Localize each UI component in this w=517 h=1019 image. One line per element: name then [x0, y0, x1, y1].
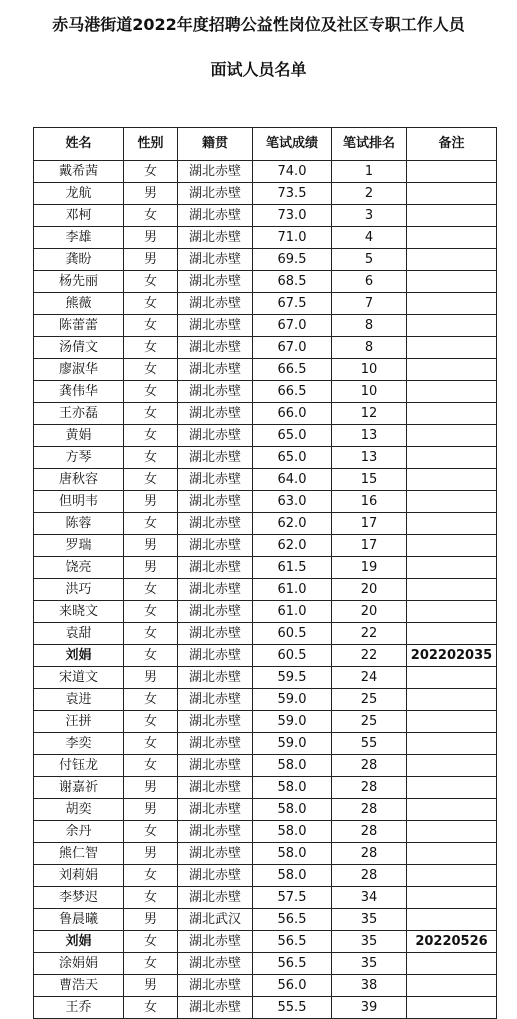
cell-note	[407, 359, 497, 381]
cell-name: 刘莉娟	[34, 865, 124, 887]
cell-gender: 女	[124, 931, 178, 953]
cell-note	[407, 513, 497, 535]
cell-origin: 湖北赤壁	[178, 865, 253, 887]
cell-name: 袁甜	[34, 623, 124, 645]
cell-origin: 湖北赤壁	[178, 469, 253, 491]
cell-origin: 湖北赤壁	[178, 161, 253, 183]
cell-score: 58.0	[253, 843, 332, 865]
table-row	[34, 183, 497, 205]
table-row	[34, 403, 497, 425]
cell-name: 宋道文	[34, 667, 124, 689]
cell-name: 杨先丽	[34, 271, 124, 293]
cell-gender: 男	[124, 535, 178, 557]
table-row	[34, 975, 497, 997]
cell-name: 黄娟	[34, 425, 124, 447]
cell-rank: 8	[332, 315, 407, 337]
cell-origin: 湖北赤壁	[178, 821, 253, 843]
cell-rank: 35	[332, 953, 407, 975]
cell-name: 戴希茜	[34, 161, 124, 183]
table-row	[34, 315, 497, 337]
cell-gender: 男	[124, 557, 178, 579]
cell-score: 58.0	[253, 865, 332, 887]
cell-note	[407, 667, 497, 689]
cell-origin: 湖北赤壁	[178, 579, 253, 601]
cell-origin: 湖北赤壁	[178, 535, 253, 557]
cell-score: 66.0	[253, 403, 332, 425]
cell-note	[407, 183, 497, 205]
cell-score: 66.5	[253, 381, 332, 403]
cell-gender: 男	[124, 975, 178, 997]
cell-rank: 24	[332, 667, 407, 689]
cell-name: 来晓文	[34, 601, 124, 623]
header-gender: 性别	[124, 128, 178, 161]
cell-rank: 10	[332, 381, 407, 403]
cell-name: 付钰龙	[34, 755, 124, 777]
cell-origin: 湖北赤壁	[178, 997, 253, 1019]
cell-note	[407, 843, 497, 865]
cell-rank: 28	[332, 865, 407, 887]
cell-rank: 25	[332, 711, 407, 733]
cell-note	[407, 535, 497, 557]
table-row	[34, 623, 497, 645]
cell-rank: 28	[332, 777, 407, 799]
cell-note: 202202035	[407, 645, 497, 667]
cell-score: 65.0	[253, 425, 332, 447]
cell-name: 陈蓉	[34, 513, 124, 535]
cell-origin: 湖北赤壁	[178, 205, 253, 227]
cell-origin: 湖北赤壁	[178, 271, 253, 293]
cell-score: 59.0	[253, 733, 332, 755]
cell-origin: 湖北赤壁	[178, 645, 253, 667]
table-row	[34, 205, 497, 227]
cell-note	[407, 909, 497, 931]
document-title: 赤马港街道2022年度招聘公益性岗位及社区专职工作人员	[52, 15, 465, 34]
cell-name: 涂娟娟	[34, 953, 124, 975]
cell-score: 56.5	[253, 909, 332, 931]
cell-gender: 女	[124, 447, 178, 469]
cell-name: 李梦迟	[34, 887, 124, 909]
cell-rank: 55	[332, 733, 407, 755]
cell-note	[407, 337, 497, 359]
cell-name: 刘娟	[34, 645, 124, 667]
table-row	[34, 733, 497, 755]
table-row	[34, 821, 497, 843]
cell-score: 62.0	[253, 535, 332, 557]
cell-note	[407, 557, 497, 579]
table-row	[34, 249, 497, 271]
cell-note	[407, 469, 497, 491]
header-origin: 籍贯	[178, 128, 253, 161]
cell-origin: 湖北赤壁	[178, 689, 253, 711]
cell-gender: 女	[124, 579, 178, 601]
cell-rank: 20	[332, 579, 407, 601]
cell-rank: 39	[332, 997, 407, 1019]
cell-note	[407, 997, 497, 1019]
cell-origin: 湖北赤壁	[178, 601, 253, 623]
cell-gender: 男	[124, 777, 178, 799]
cell-gender: 女	[124, 601, 178, 623]
cell-origin: 湖北赤壁	[178, 557, 253, 579]
cell-score: 58.0	[253, 755, 332, 777]
cell-origin: 湖北赤壁	[178, 337, 253, 359]
table-row	[34, 689, 497, 711]
header-score: 笔试成绩	[253, 128, 332, 161]
cell-name: 袁进	[34, 689, 124, 711]
cell-score: 58.0	[253, 821, 332, 843]
cell-note	[407, 381, 497, 403]
cell-gender: 女	[124, 271, 178, 293]
cell-score: 57.5	[253, 887, 332, 909]
cell-name: 汪拼	[34, 711, 124, 733]
cell-gender: 男	[124, 667, 178, 689]
cell-note	[407, 711, 497, 733]
table-row	[34, 953, 497, 975]
cell-origin: 湖北赤壁	[178, 887, 253, 909]
cell-rank: 17	[332, 535, 407, 557]
cell-note	[407, 623, 497, 645]
cell-origin: 湖北赤壁	[178, 381, 253, 403]
table-row	[34, 909, 497, 931]
cell-gender: 女	[124, 205, 178, 227]
cell-note	[407, 579, 497, 601]
cell-gender: 女	[124, 755, 178, 777]
cell-gender: 女	[124, 711, 178, 733]
cell-origin: 湖北赤壁	[178, 975, 253, 997]
cell-origin: 湖北赤壁	[178, 777, 253, 799]
cell-score: 61.0	[253, 601, 332, 623]
cell-note	[407, 491, 497, 513]
cell-gender: 女	[124, 293, 178, 315]
cell-origin: 湖北赤壁	[178, 403, 253, 425]
cell-name: 熊仁智	[34, 843, 124, 865]
cell-rank: 28	[332, 799, 407, 821]
cell-name: 饶亮	[34, 557, 124, 579]
cell-score: 67.0	[253, 315, 332, 337]
cell-origin: 湖北赤壁	[178, 513, 253, 535]
cell-note	[407, 425, 497, 447]
cell-note	[407, 755, 497, 777]
cell-gender: 女	[124, 997, 178, 1019]
cell-name: 方琴	[34, 447, 124, 469]
cell-origin: 湖北赤壁	[178, 755, 253, 777]
cell-gender: 女	[124, 865, 178, 887]
cell-origin: 湖北赤壁	[178, 843, 253, 865]
cell-score: 65.0	[253, 447, 332, 469]
cell-name: 曹浩天	[34, 975, 124, 997]
table-row	[34, 359, 497, 381]
cell-score: 63.0	[253, 491, 332, 513]
cell-score: 59.0	[253, 689, 332, 711]
table-row	[34, 447, 497, 469]
cell-score: 71.0	[253, 227, 332, 249]
table-row	[34, 931, 497, 953]
cell-name: 谢嘉祈	[34, 777, 124, 799]
table-row	[34, 425, 497, 447]
cell-note	[407, 403, 497, 425]
cell-score: 73.5	[253, 183, 332, 205]
cell-origin: 湖北赤壁	[178, 359, 253, 381]
cell-score: 67.0	[253, 337, 332, 359]
cell-score: 64.0	[253, 469, 332, 491]
cell-rank: 6	[332, 271, 407, 293]
cell-origin: 湖北赤壁	[178, 667, 253, 689]
cell-rank: 35	[332, 909, 407, 931]
cell-origin: 湖北赤壁	[178, 931, 253, 953]
cell-score: 68.5	[253, 271, 332, 293]
cell-note	[407, 887, 497, 909]
table-row	[34, 755, 497, 777]
cell-rank: 38	[332, 975, 407, 997]
cell-note	[407, 733, 497, 755]
table-row	[34, 161, 497, 183]
table-row	[34, 513, 497, 535]
cell-name: 胡奕	[34, 799, 124, 821]
cell-gender: 男	[124, 491, 178, 513]
cell-origin: 湖北武汉	[178, 909, 253, 931]
cell-gender: 女	[124, 821, 178, 843]
cell-name: 唐秋容	[34, 469, 124, 491]
cell-origin: 湖北赤壁	[178, 227, 253, 249]
cell-note	[407, 161, 497, 183]
cell-note	[407, 249, 497, 271]
cell-note	[407, 953, 497, 975]
cell-rank: 10	[332, 359, 407, 381]
cell-note	[407, 689, 497, 711]
cell-name: 余丹	[34, 821, 124, 843]
cell-score: 56.5	[253, 953, 332, 975]
cell-gender: 女	[124, 513, 178, 535]
header-name: 姓名	[34, 128, 124, 161]
cell-name: 龚盼	[34, 249, 124, 271]
cell-name: 龙航	[34, 183, 124, 205]
table-row	[34, 337, 497, 359]
cell-gender: 女	[124, 689, 178, 711]
table-body	[34, 161, 497, 1019]
cell-rank: 28	[332, 843, 407, 865]
cell-gender: 女	[124, 623, 178, 645]
cell-rank: 22	[332, 645, 407, 667]
cell-rank: 1	[332, 161, 407, 183]
cell-name: 罗瑞	[34, 535, 124, 557]
cell-gender: 男	[124, 183, 178, 205]
cell-rank: 25	[332, 689, 407, 711]
cell-score: 55.5	[253, 997, 332, 1019]
cell-note	[407, 821, 497, 843]
cell-score: 59.0	[253, 711, 332, 733]
table-row	[34, 711, 497, 733]
cell-origin: 湖北赤壁	[178, 447, 253, 469]
table-row	[34, 865, 497, 887]
cell-gender: 男	[124, 227, 178, 249]
cell-name: 李雄	[34, 227, 124, 249]
cell-name: 鲁晨曦	[34, 909, 124, 931]
cell-note	[407, 865, 497, 887]
cell-rank: 3	[332, 205, 407, 227]
cell-score: 61.5	[253, 557, 332, 579]
cell-score: 61.0	[253, 579, 332, 601]
cell-score: 58.0	[253, 799, 332, 821]
cell-origin: 湖北赤壁	[178, 315, 253, 337]
cell-name: 但明韦	[34, 491, 124, 513]
table-row	[34, 645, 497, 667]
cell-note	[407, 205, 497, 227]
cell-rank: 13	[332, 447, 407, 469]
cell-score: 58.0	[253, 777, 332, 799]
cell-origin: 湖北赤壁	[178, 799, 253, 821]
cell-gender: 女	[124, 381, 178, 403]
cell-score: 56.5	[253, 931, 332, 953]
cell-origin: 湖北赤壁	[178, 491, 253, 513]
table-row	[34, 227, 497, 249]
table-row	[34, 843, 497, 865]
cell-origin: 湖北赤壁	[178, 425, 253, 447]
cell-gender: 女	[124, 425, 178, 447]
table-row	[34, 535, 497, 557]
cell-origin: 湖北赤壁	[178, 733, 253, 755]
table-row	[34, 579, 497, 601]
cell-origin: 湖北赤壁	[178, 293, 253, 315]
header-rank: 笔试排名	[332, 128, 407, 161]
cell-score: 69.5	[253, 249, 332, 271]
cell-gender: 男	[124, 843, 178, 865]
cell-gender: 女	[124, 953, 178, 975]
cell-rank: 19	[332, 557, 407, 579]
cell-origin: 湖北赤壁	[178, 183, 253, 205]
cell-note	[407, 293, 497, 315]
cell-gender: 女	[124, 403, 178, 425]
cell-rank: 4	[332, 227, 407, 249]
cell-rank: 28	[332, 755, 407, 777]
cell-rank: 12	[332, 403, 407, 425]
cell-note	[407, 799, 497, 821]
table-row	[34, 271, 497, 293]
cell-origin: 湖北赤壁	[178, 953, 253, 975]
cell-origin: 湖北赤壁	[178, 711, 253, 733]
table-header-row	[34, 128, 497, 161]
cell-name: 洪巧	[34, 579, 124, 601]
cell-rank: 5	[332, 249, 407, 271]
cell-note: 20220526	[407, 931, 497, 953]
cell-score: 62.0	[253, 513, 332, 535]
cell-name: 李奕	[34, 733, 124, 755]
cell-rank: 2	[332, 183, 407, 205]
cell-score: 74.0	[253, 161, 332, 183]
cell-rank: 13	[332, 425, 407, 447]
cell-note	[407, 447, 497, 469]
cell-score: 59.5	[253, 667, 332, 689]
cell-gender: 男	[124, 249, 178, 271]
cell-gender: 女	[124, 161, 178, 183]
cell-gender: 女	[124, 315, 178, 337]
cell-name: 王乔	[34, 997, 124, 1019]
cell-rank: 15	[332, 469, 407, 491]
cell-gender: 男	[124, 799, 178, 821]
cell-rank: 34	[332, 887, 407, 909]
table-row	[34, 381, 497, 403]
cell-note	[407, 975, 497, 997]
candidate-table	[33, 127, 497, 1019]
cell-gender: 男	[124, 909, 178, 931]
cell-rank: 17	[332, 513, 407, 535]
cell-gender: 女	[124, 887, 178, 909]
cell-note	[407, 315, 497, 337]
table-row	[34, 469, 497, 491]
table-row	[34, 777, 497, 799]
cell-name: 廖淑华	[34, 359, 124, 381]
cell-note	[407, 271, 497, 293]
cell-rank: 22	[332, 623, 407, 645]
cell-name: 龚伟华	[34, 381, 124, 403]
table-row	[34, 601, 497, 623]
cell-name: 刘娟	[34, 931, 124, 953]
cell-rank: 28	[332, 821, 407, 843]
cell-score: 73.0	[253, 205, 332, 227]
cell-note	[407, 227, 497, 249]
cell-gender: 女	[124, 337, 178, 359]
cell-score: 60.5	[253, 623, 332, 645]
table-row	[34, 491, 497, 513]
cell-rank: 20	[332, 601, 407, 623]
cell-gender: 女	[124, 733, 178, 755]
cell-rank: 7	[332, 293, 407, 315]
cell-origin: 湖北赤壁	[178, 249, 253, 271]
cell-score: 66.5	[253, 359, 332, 381]
cell-rank: 35	[332, 931, 407, 953]
cell-score: 67.5	[253, 293, 332, 315]
cell-gender: 女	[124, 359, 178, 381]
header-note: 备注	[407, 128, 497, 161]
cell-gender: 女	[124, 645, 178, 667]
table-row	[34, 667, 497, 689]
cell-score: 56.0	[253, 975, 332, 997]
table-row	[34, 293, 497, 315]
cell-score: 60.5	[253, 645, 332, 667]
cell-name: 邓柯	[34, 205, 124, 227]
cell-rank: 16	[332, 491, 407, 513]
table-row	[34, 997, 497, 1019]
table-row	[34, 799, 497, 821]
cell-name: 熊薇	[34, 293, 124, 315]
cell-name: 陈蕾蕾	[34, 315, 124, 337]
table-row	[34, 887, 497, 909]
cell-origin: 湖北赤壁	[178, 623, 253, 645]
cell-name: 汤倩文	[34, 337, 124, 359]
cell-name: 王亦磊	[34, 403, 124, 425]
cell-note	[407, 601, 497, 623]
document-subtitle: 面试人员名单	[210, 60, 307, 79]
cell-note	[407, 777, 497, 799]
cell-gender: 女	[124, 469, 178, 491]
cell-rank: 8	[332, 337, 407, 359]
table-row	[34, 557, 497, 579]
